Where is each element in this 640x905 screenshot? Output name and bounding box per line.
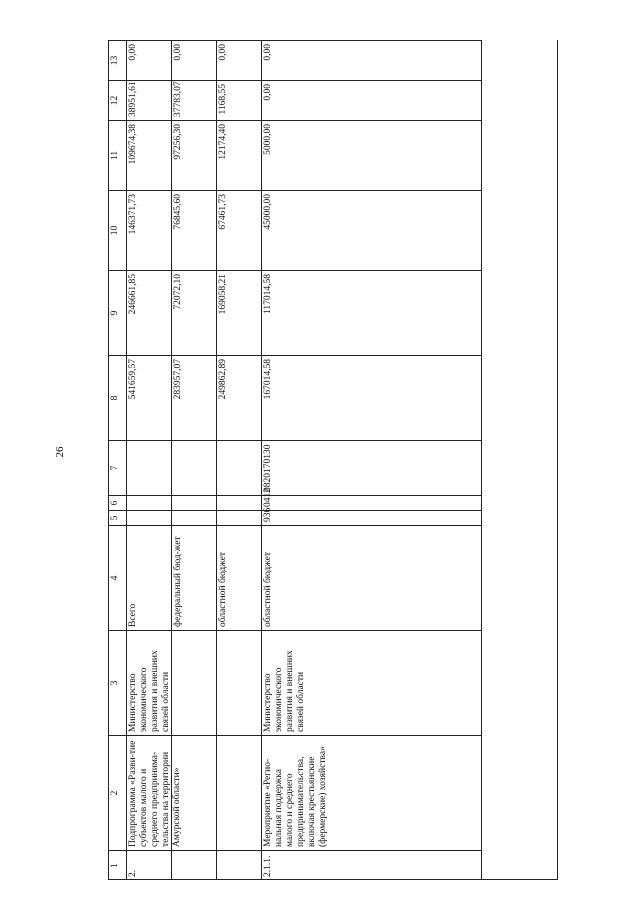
cell-c1 [171,850,216,880]
header-cell-9: 9 [108,270,126,355]
cell-c1 [216,850,261,880]
cell-c6: 0412 [261,495,481,510]
cell-c9: 72072,10 [171,270,216,355]
cell-c6 [126,495,171,510]
cell-c3 [171,630,216,735]
table-row [216,40,262,880]
cell-c10: 76845,60 [171,190,216,270]
cell-c10: 67461,73 [216,190,261,270]
cell-c11: 5000,00 [261,120,481,190]
cell-c7 [126,440,171,495]
cell-c5 [126,510,171,525]
page-number: 26 [54,446,66,458]
cell-c3 [216,630,261,735]
cell-c2 [171,735,216,850]
cell-c6 [216,495,261,510]
cell-c2: Мероприятие «Регио-нальная поддержка малого и среднего предпринимательства, включая крестьянские (фермерские) хозяйства» [261,735,481,850]
cell-c9: 169058,21 [216,270,261,355]
cell-c4: Всего [126,525,171,630]
cell-c13: 0,00 [216,40,261,80]
cell-c13: 0,00 [171,40,216,80]
cell-c13: 0,00 [126,40,171,80]
cell-c12: 0,00 [261,80,481,120]
header-cell-5: 5 [108,510,126,525]
cell-c4: областной бюджет [261,525,481,630]
cell-c5 [171,510,216,525]
cell-c12: 38951,61 [126,80,171,120]
cell-c7 [216,440,261,495]
header-cell-2: 2 [108,735,126,850]
cell-c10: 45000,00 [261,190,481,270]
cell-c11: 12174,40 [216,120,261,190]
cell-c8: 541659,57 [126,355,171,440]
header-cell-6: 6 [108,495,126,510]
table-row [261,40,482,880]
cell-c3: Министерство экономического развития и внешних связей области [261,630,481,735]
cell-c11: 109674,38 [126,120,171,190]
header-cell-1: 1 [108,850,126,880]
cell-c1: 2.1.1. [261,850,481,880]
cell-c4: областной бюджет [216,525,261,630]
cell-c8: 167014,58 [261,355,481,440]
cell-c2 [216,735,261,850]
cell-c9: 246661,85 [126,270,171,355]
cell-c7 [171,440,216,495]
budget-table [108,40,558,880]
cell-c4: федеральный бюд-жет [171,525,216,630]
cell-c5: 936 [261,510,481,525]
header-cell-4: 4 [108,525,126,630]
cell-c12: 1168,55 [216,80,261,120]
header-cell-7: 7 [108,440,126,495]
cell-c5 [216,510,261,525]
cell-c2: Подпрограмма «Разви-тие субъектов малого и среднего предпринима-тельства на территории Амурской области» [126,735,171,850]
header-cell-13: 13 [108,40,126,80]
header-cell-12: 12 [108,80,126,120]
cell-c8: 283957,07 [171,355,216,440]
header-cell-11: 11 [108,120,126,190]
cell-c7: 0820170130 [261,440,481,495]
table-row [171,40,217,880]
cell-c1: 2. [126,850,171,880]
cell-c3: Министерство экономического развития и внешних связей области [126,630,171,735]
cell-c6 [171,495,216,510]
header-cell-10: 10 [108,190,126,270]
cell-c12: 37783,07 [171,80,216,120]
header-cell-3: 3 [108,630,126,735]
cell-c8: 249862,89 [216,355,261,440]
header-cell-8: 8 [108,355,126,440]
cell-c11: 97256,30 [171,120,216,190]
header-row [108,40,127,880]
cell-c10: 146371,73 [126,190,171,270]
cell-c13: 0,00 [261,40,481,80]
cell-c9: 117014,58 [261,270,481,355]
